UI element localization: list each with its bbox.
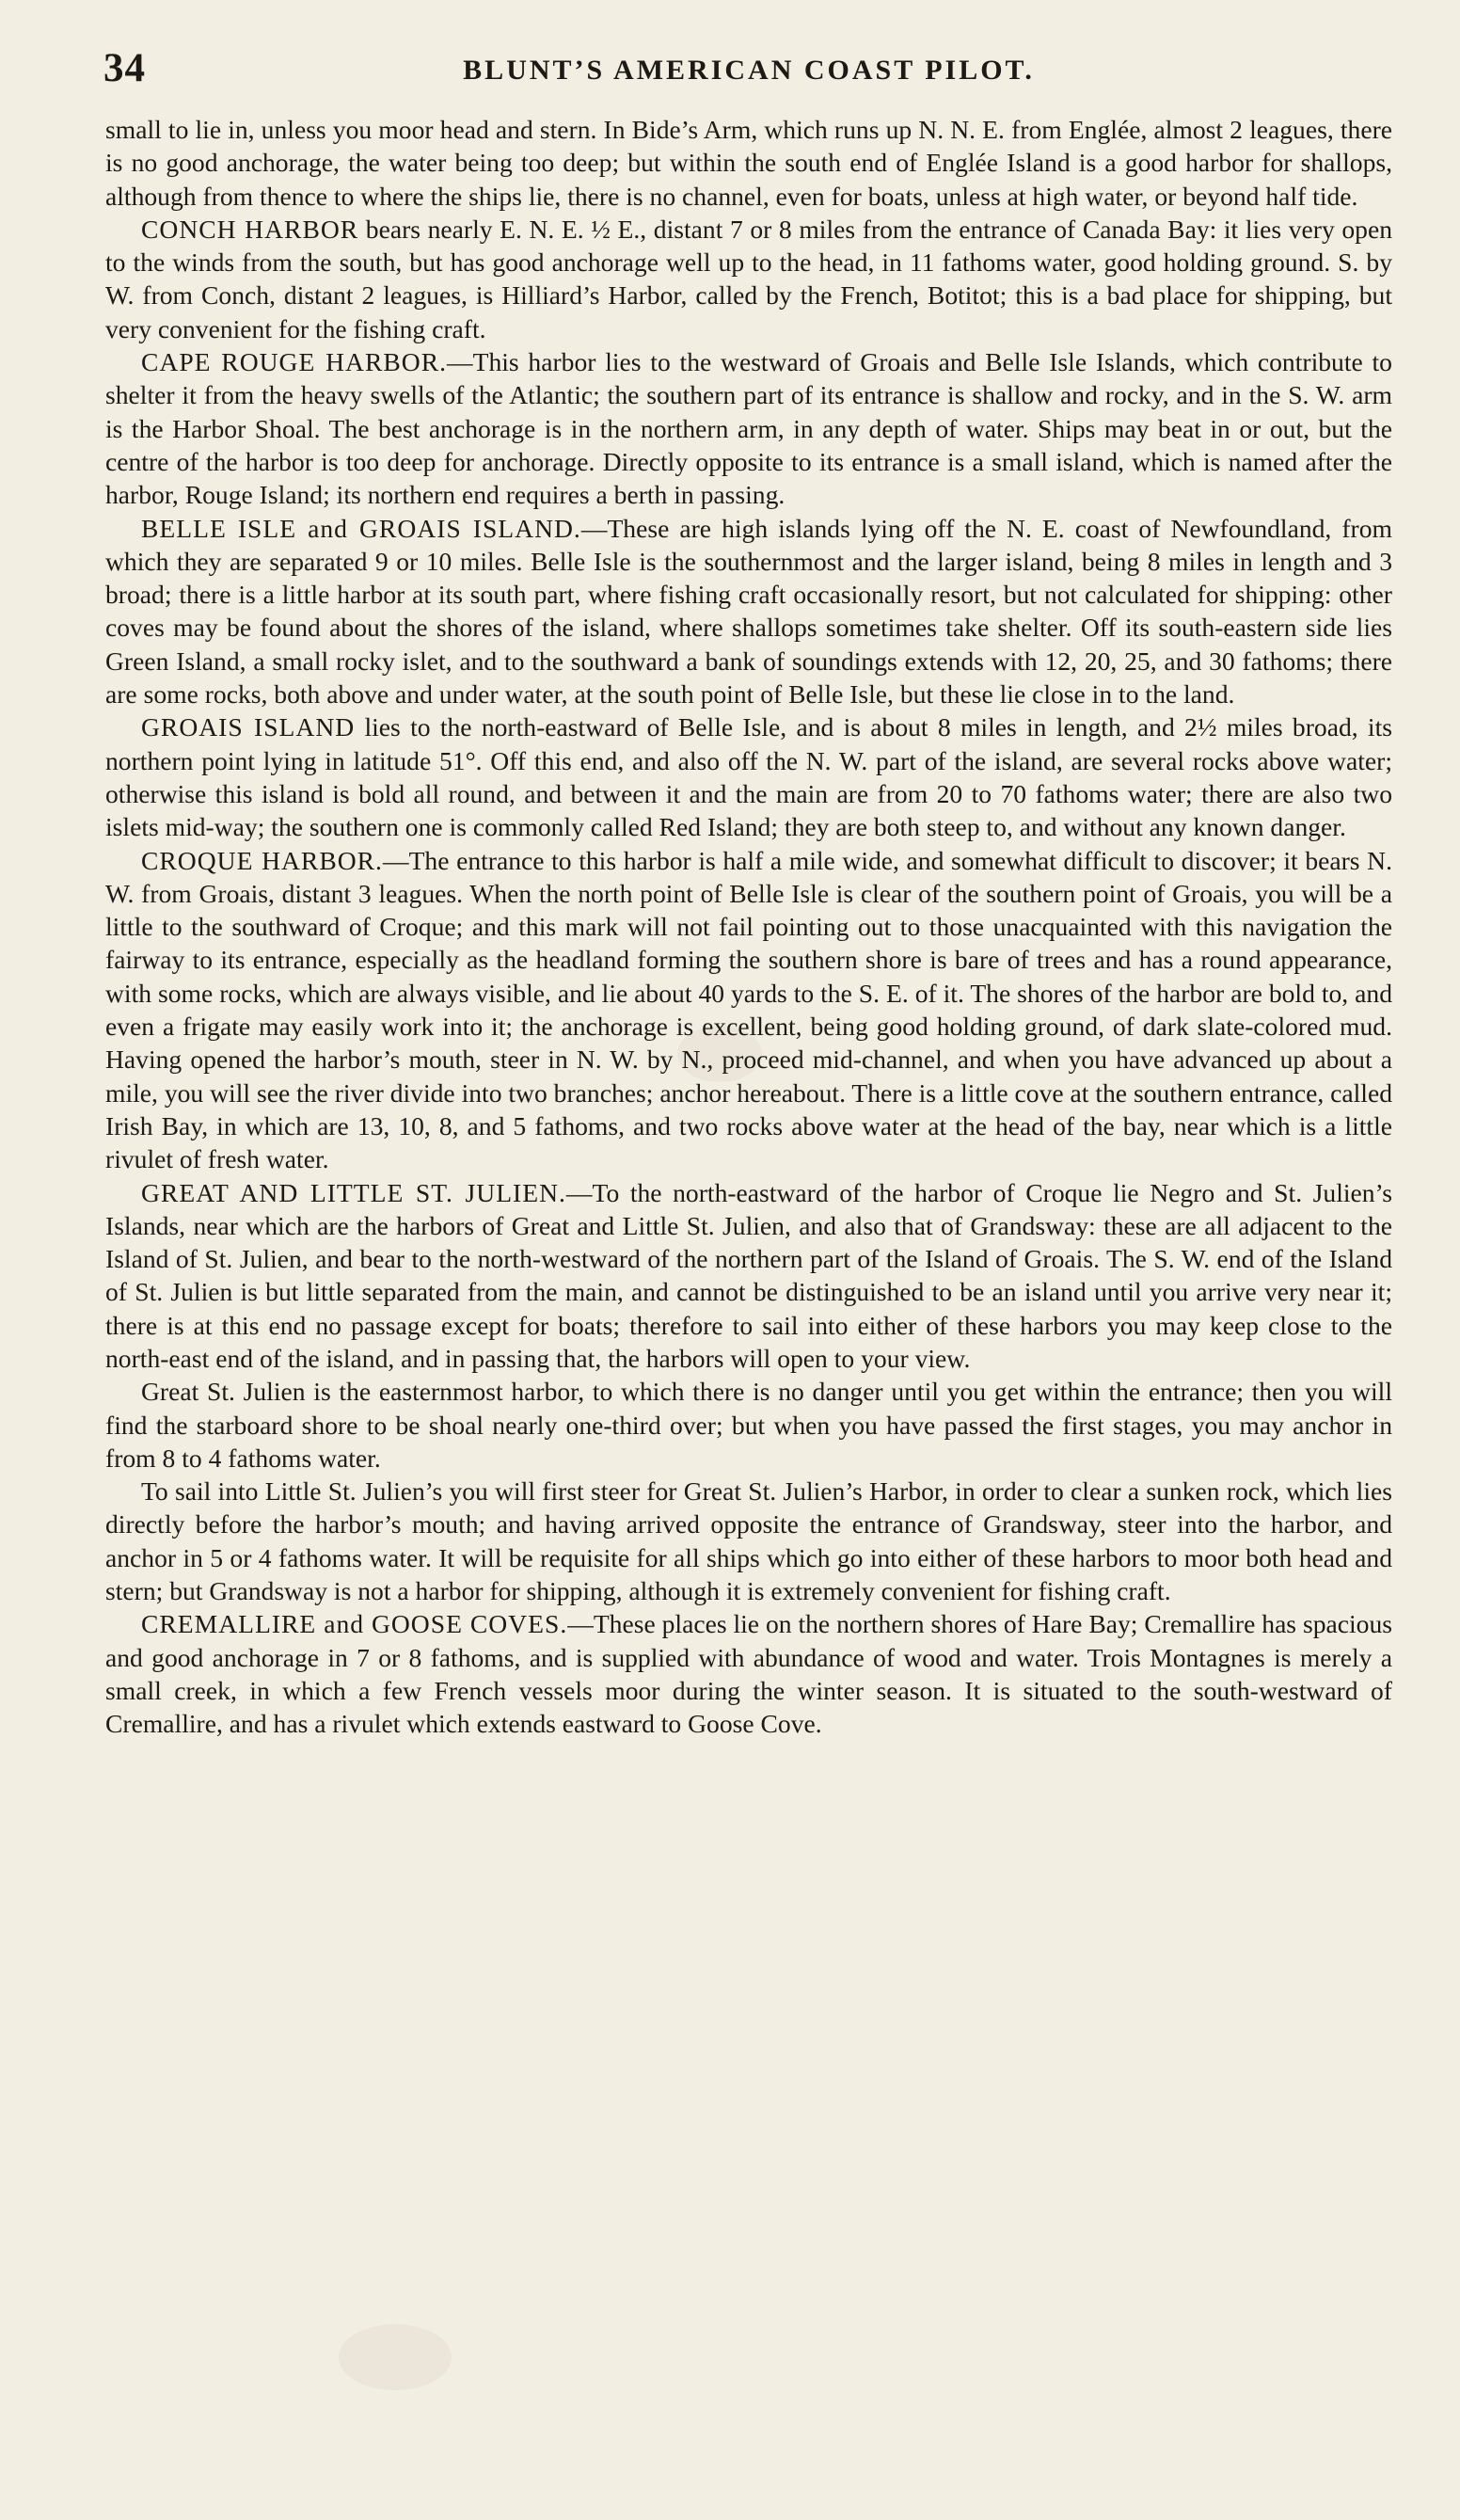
paragraph [105, 512, 1392, 711]
paragraph-text: Great St. Julien is the easternmost harbor, to which there is no danger until you get within the entrance; then you will find the starboard shore to be shoal nearly one-third over; but when you have passed the first stages, you may anchor in from 8 to 4 fathoms water. [105, 1377, 1392, 1473]
paragraph [105, 345, 1392, 511]
section-heading: CAPE ROUGE HARBOR. [141, 347, 448, 377]
paper-stain [339, 2324, 452, 2390]
paragraph-text: —The entrance to this harbor is half a mile wide, and somewhat difficult to discover; it bears N. W. from Groais, distant 3 leagues. When the north point of Belle Isle is clear of the southern point of Groais, you will be a little to the southward of Croque; and this mark will not fail pointing out to those unacquainted with this navigation the fairway to its entrance, especially as the headland forming the southern shore is bare of trees and has a round appearance, with some rocks, which are always visible, and lie about 40 yards to the S. E. of it. The shores of the harbor are bold to, and even a frigate may easily work into it; the anchorage is excellent, being good holding ground, of dark slate-colored mud. Having opened the harbor’s mouth, steer in N. W. by N., proceed mid-channel, and when you have advanced up about a mile, you will see the river divide into two branches; anchor hereabout. There is a little cove at the southern entrance, called Irish Bay, in which are 13, 10, 8, and 5 fathoms, and two rocks above water at the head of the bay, near which is a little rivulet of fresh water. [105, 845, 1392, 1174]
section-heading: BELLE ISLE and GROAIS ISLAND. [141, 513, 581, 543]
page-header [103, 41, 1394, 98]
paragraph-text: To sail into Little St. Julien’s you will first steer for Great St. Julien’s Harbor, in order to clear a sunken rock, which lies directly before the harbor’s mouth; and having arrived opposite the entrance of Grandsway, steer into the harbor, and anchor in 5 or 4 fathoms water. It will be requisite for all ships which go into either of these harbors to moor both head and stern; but Grandsway is not a harbor for shipping, although it is extremely convenient for fishing craft. [105, 1476, 1392, 1606]
paragraph-text: lies to the north-eastward of Belle Isle, and is about 8 miles in length, and 2½ miles broad, its northern point lying in latitude 51°. Off this end, and also off the N. W. part of the island, are several rocks above water; otherwise this island is bold all round, and between it and the main are from 20 to 70 fathoms water; there are also two islets mid-way; the southern one is commonly called Red Island; they are both steep to, and without any known danger. [105, 712, 1392, 842]
paragraph-text: —These places lie on the northern shores of Hare Bay; Cremallire has spacious and good anchorage in 7 or 8 fathoms, and is supplied with abundance of wood and water. Trois Montagnes is merely a small creek, in which a few French vessels moor during the winter season. It is situated to the south-westward of Cremallire, and has a rivulet which extends eastward to Goose Cove. [105, 1609, 1392, 1739]
paragraph-text: —To the north-eastward of the harbor of Croque lie Negro and St. Julien’s Islands, near which are the harbors of Great and Little St. Julien, and also that of Grandsway: these are all adjacent to the Island of St. Julien, and bear to the north-westward of the northern part of the Island of Groais. The S. W. end of the Island of St. Julien is but little separated from the main, and cannot be distinguished to be an island until you arrive very near it; there is at this end no passage except for boats; therefore to sail into either of these harbors you may keep close to the north-east end of the island, and in passing that, the harbors will open to your view. [105, 1177, 1392, 1373]
paragraph-text: small to lie in, unless you moor head and stern. In Bide’s Arm, which runs up N. N. E. from Englée, almost 2 leagues, there is no good anchorage, the water being too deep; but within the south end of Englée Island is a good harbor for shallops, although from thence to where the ships lie, there is no channel, even for boats, unless at high water, or beyond half tide. [105, 115, 1392, 211]
paragraph [105, 844, 1392, 1176]
paragraph [105, 1375, 1392, 1475]
section-heading: CREMALLIRE and GOOSE COVES. [141, 1609, 568, 1639]
paragraph-text: —This harbor lies to the westward of Groais and Belle Isle Islands, which contribute to shelter it from the heavy swells of the Atlantic; the southern part of its entrance is shallow and rocky, and in the S. W. arm is the Harbor Shoal. The best anchorage is in the northern arm, in any depth of water. Ships may beat in or out, but the centre of the harbor is too deep for anchorage. Directly opposite to its entrance is a small island, which is named after the harbor, Rouge Island; its northern end requires a berth in passing. [105, 347, 1392, 510]
section-heading: GROAIS ISLAND [141, 712, 356, 742]
paragraph [105, 1475, 1392, 1607]
paragraph-text: bears nearly E. N. E. ½ E., distant 7 or 8 miles from the entrance of Canada Bay: it lies very open to the winds from the south, but has good anchorage well up to the head, in 11 fathoms water, good holding ground. S. by W. from Conch, distant 2 leagues, is Hilliard’s Harbor, called by the French, Botitot; this is a bad place for shipping, but very convenient for the fishing craft. [105, 214, 1392, 343]
paragraph [105, 1607, 1392, 1740]
paragraph [105, 213, 1392, 345]
section-heading: CONCH HARBOR [141, 214, 359, 244]
paragraph [105, 710, 1392, 843]
running-title: BLUNT’S AMERICAN COAST PILOT. [463, 55, 1035, 86]
paragraph [105, 1176, 1392, 1376]
section-heading: GREAT AND LITTLE ST. JULIEN. [141, 1177, 566, 1207]
section-heading: CROQUE HARBOR. [141, 845, 383, 875]
paragraph-text: —These are high islands lying off the N. E. coast of Newfoundland, from which they are separated 9 or 10 miles. Belle Isle is the southernmost and the larger island, being 8 miles in length and 3 broad; there is a little harbor at its south part, where fishing craft occasionally resort, but not calculated for shipping: other coves may be found about the shores of the island, where shallops sometimes take shelter. Off its south-eastern side lies Green Island, a small rocky islet, and to the southward a bank of soundings extends with 12, 20, 25, and 30 fathoms; there are some rocks, both above and under water, at the south point of Belle Isle, but these lie close in to the land. [105, 513, 1392, 710]
body-text [105, 113, 1392, 1741]
page-number: 34 [103, 46, 146, 90]
paragraph [105, 113, 1392, 213]
